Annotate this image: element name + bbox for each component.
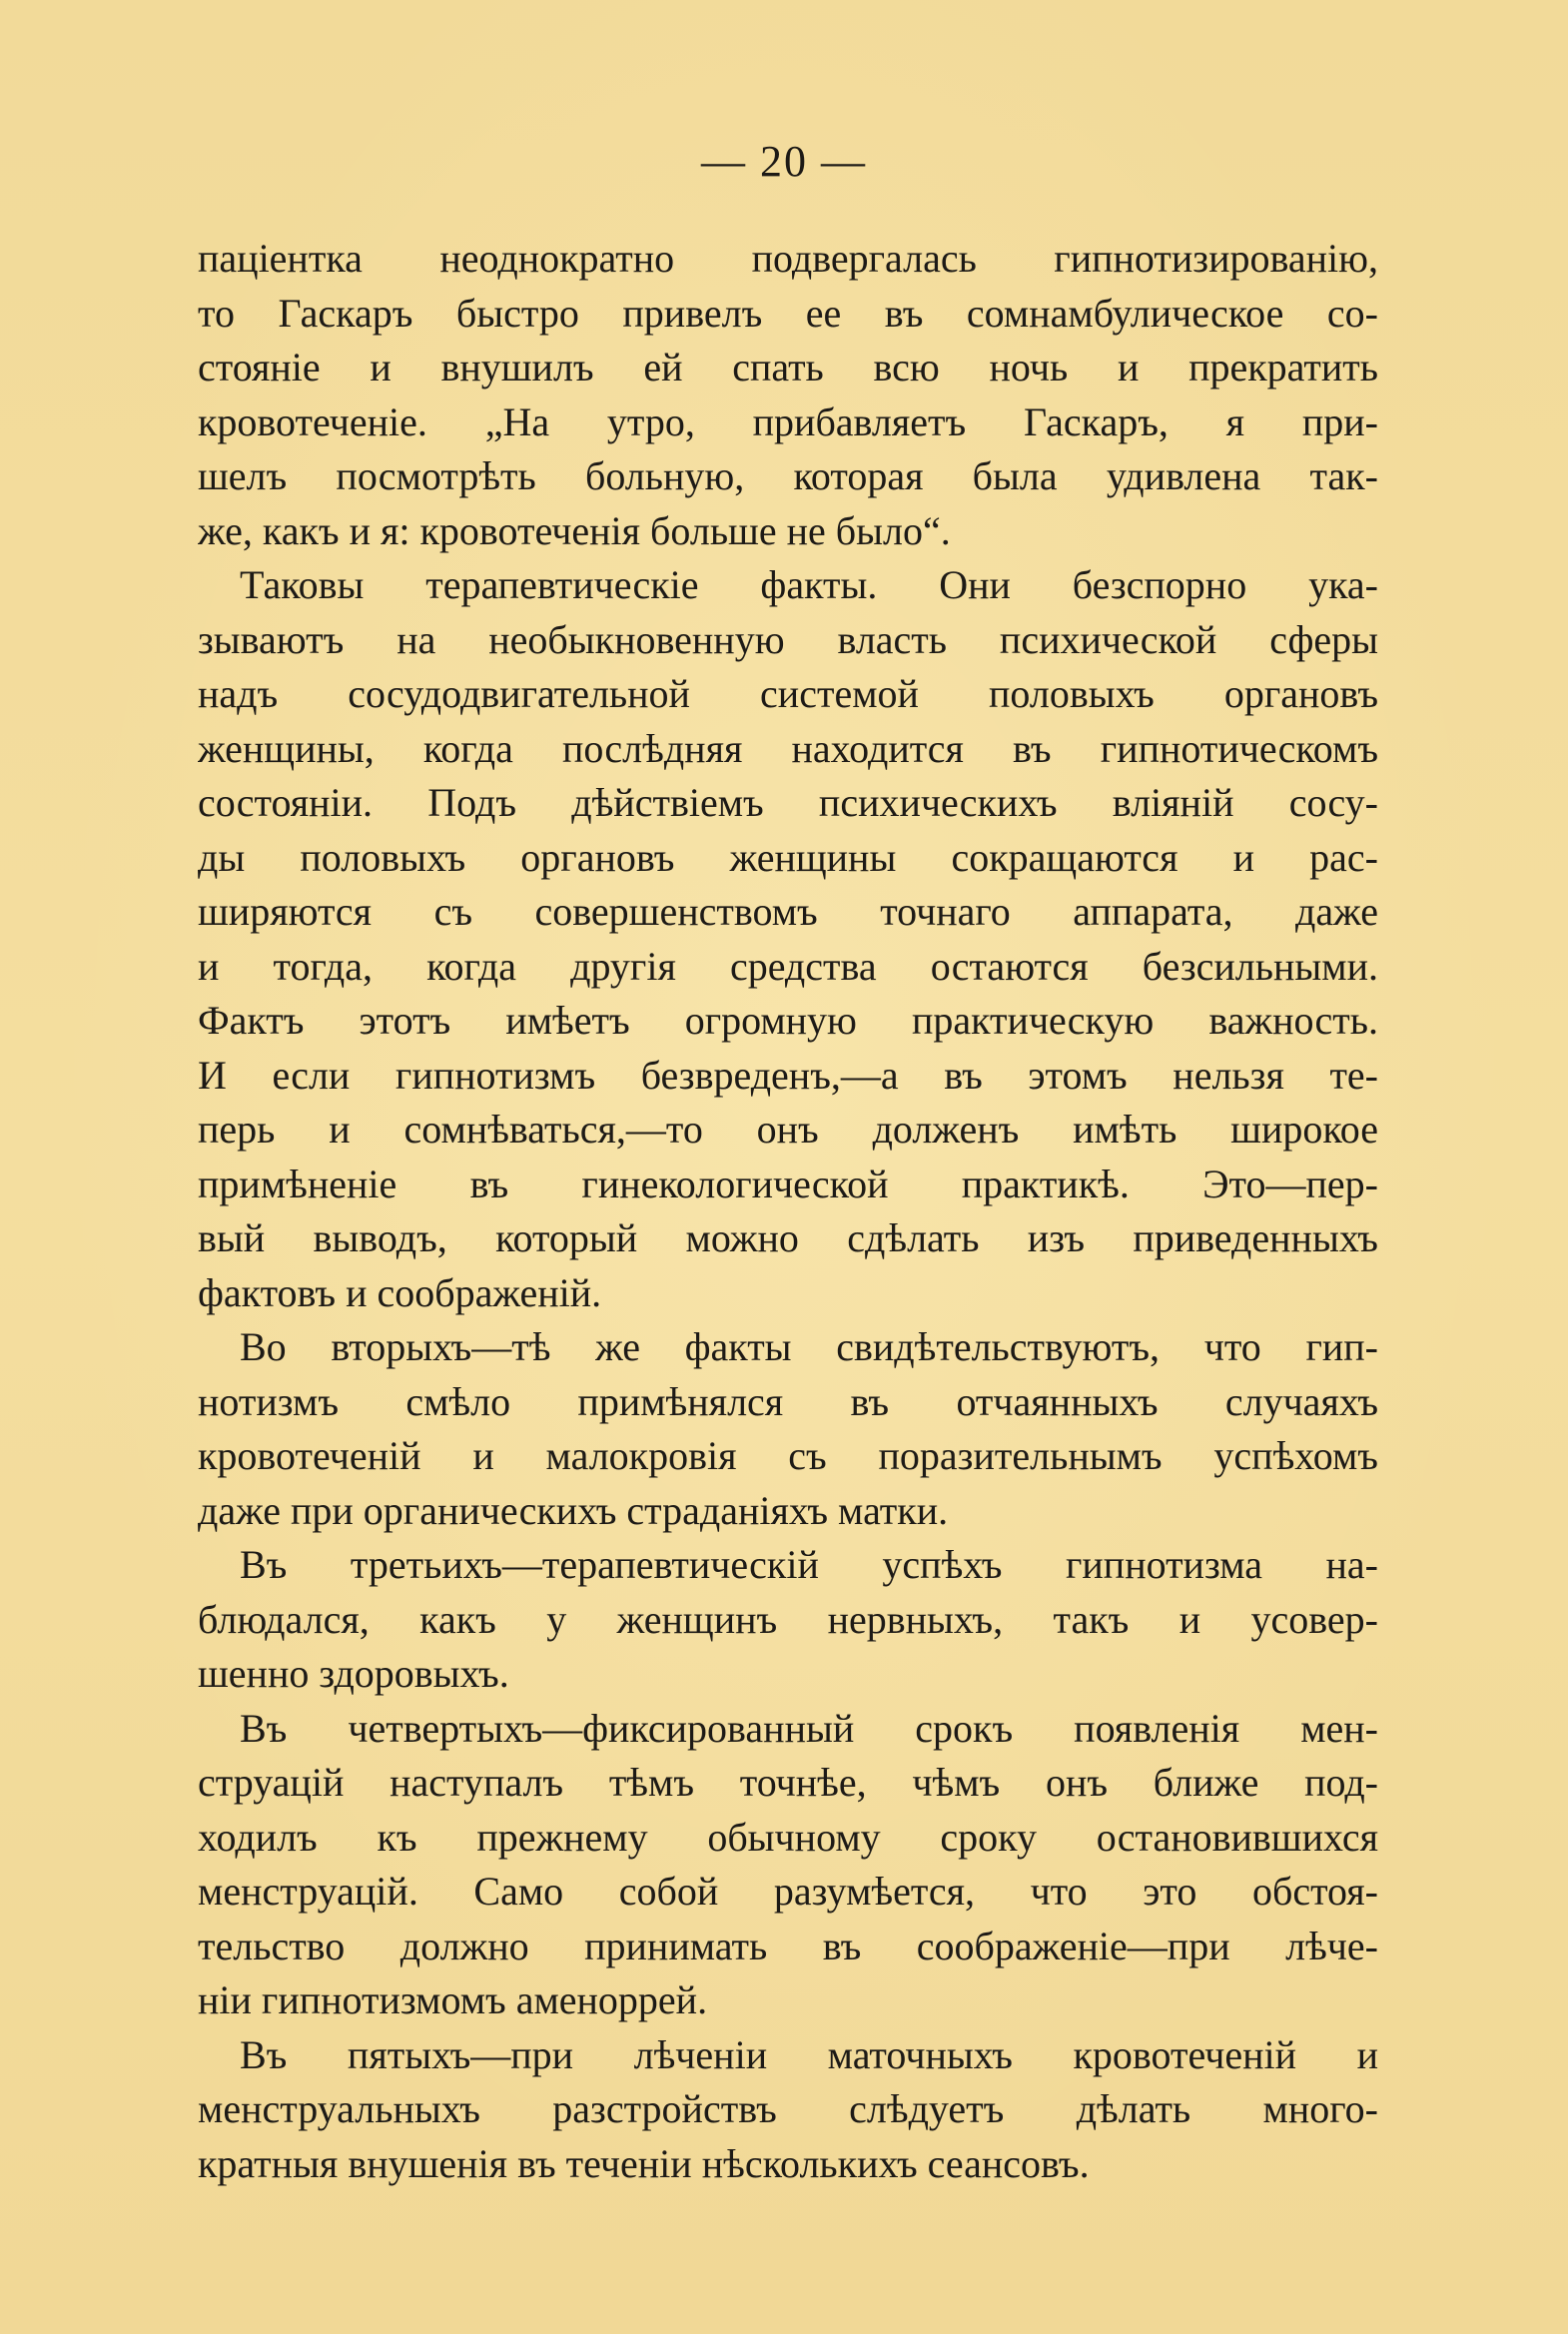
- text-line: ніи гипнотизмомъ аменоррей.: [198, 1977, 708, 2022]
- text-line: надъ сосудодвигательной системой половыхъ органовъ: [198, 671, 1378, 716]
- text-line: перь и сомнѣваться,—то онъ долженъ имѣть широкое: [198, 1107, 1378, 1152]
- text-line: И если гипнотизмъ безвреденъ,—а въ этомъ нельзя те-: [198, 1052, 1378, 1098]
- text-line: то Гаскаръ быстро привелъ ее въ сомнамбулическое со-: [198, 290, 1378, 336]
- text-line: тельство должно принимать въ соображеніе—при лѣче-: [198, 1923, 1378, 1968]
- page-number: — 20 —: [701, 137, 867, 186]
- text-line: состояніи. Подъ дѣйствіемъ психическихъ вліяній сосу-: [198, 780, 1378, 825]
- text-line: кратныя внушенія въ теченіи нѣсколькихъ сеансовъ.: [198, 2140, 1090, 2186]
- body-text: [198, 232, 1378, 2191]
- text-line: менструальныхъ разстройствъ слѣдуетъ дѣлать много-: [198, 2086, 1378, 2131]
- text-line: Во вторыхъ—тѣ же факты свидѣтельствуютъ, что гип-: [240, 1324, 1378, 1369]
- text-line: блюдался, какъ у женщинъ нервныхъ, такъ и усовер-: [198, 1596, 1378, 1642]
- text-line: паціентка неоднократно подвергалась гипнотизированію,: [198, 236, 1378, 281]
- text-line: и тогда, когда другія средства остаются безсильными.: [198, 943, 1378, 989]
- text-line: Въ четвертыхъ—фиксированный срокъ появленія мен-: [240, 1705, 1378, 1751]
- text-line: фактовъ и соображеній.: [198, 1269, 602, 1315]
- text-line: стояніе и внушилъ ей спать всю ночь и прекратить: [198, 345, 1378, 389]
- text-line: менструацій. Само собой разумѣется, что это обстоя-: [198, 1869, 1378, 1914]
- text-line: кровотеченіе. „На утро, прибавляетъ Гаскаръ, я при-: [198, 398, 1378, 444]
- text-line: Въ пятыхъ—при лѣченіи маточныхъ кровотеченій и: [240, 2031, 1378, 2077]
- text-line: вый выводъ, который можно сдѣлать изъ приведенныхъ: [198, 1215, 1378, 1260]
- text-line: Таковы терапевтическіе факты. Они безспорно ука-: [240, 562, 1378, 607]
- text-line: даже при органическихъ страданіяхъ матки.: [198, 1487, 949, 1533]
- text-line: ширяются съ совершенствомъ точнаго аппарата, даже: [198, 889, 1378, 934]
- text-line: ходилъ къ прежнему обычному сроку остановившихся: [198, 1814, 1378, 1860]
- text-line: женщины, когда послѣдняя находится въ гипнотическомъ: [198, 725, 1378, 771]
- text-line: примѣненіе въ гинекологической практикѣ. Это—пер-: [198, 1161, 1378, 1206]
- text-line: Въ третьихъ—терапевтическій успѣхъ гипнотизма на-: [240, 1542, 1378, 1587]
- text-line: струацій наступалъ тѣмъ точнѣе, чѣмъ онъ ближе под-: [198, 1760, 1378, 1805]
- text-line: нотизмъ смѣло примѣнялся въ отчаянныхъ случаяхъ: [198, 1378, 1378, 1424]
- text-line: Фактъ этотъ имѣетъ огромную практическую важность.: [198, 998, 1378, 1043]
- text-line: зываютъ на необыкновенную власть психической сферы: [198, 616, 1378, 662]
- text-line: кровотеченій и малокровія съ поразительнымъ успѣхомъ: [198, 1433, 1378, 1478]
- text-line: шенно здоровыхъ.: [198, 1651, 509, 1696]
- text-line: ды половыхъ органовъ женщины сокращаются и рас-: [198, 834, 1378, 880]
- text-line: же, какъ и я: кровотеченія больше не было“.: [198, 507, 951, 553]
- text-line: шелъ посмотрѣть больную, которая была удивлена так-: [198, 453, 1378, 498]
